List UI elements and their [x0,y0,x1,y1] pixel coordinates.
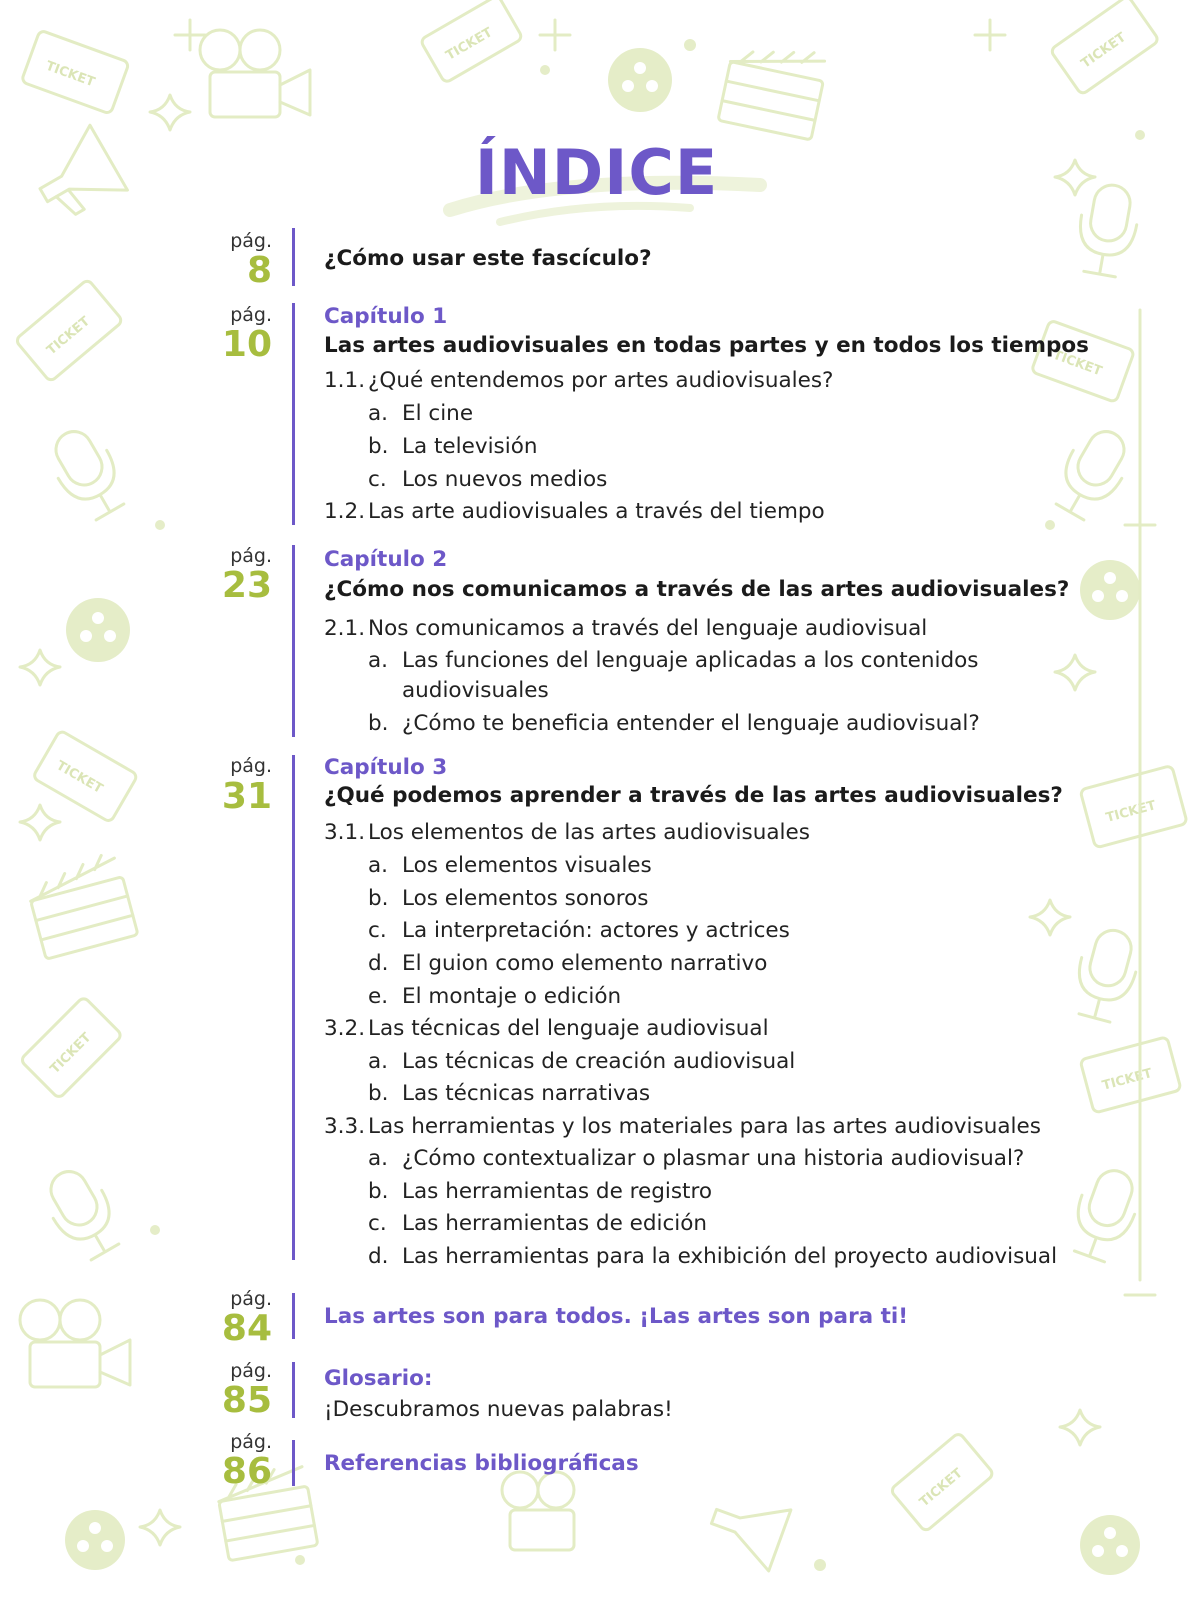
page-label: pág. [230,304,272,326]
item-text[interactable]: La interpretación: actores y actrices [402,918,790,943]
ticket-icon [1050,0,1159,95]
item-text[interactable]: ¿Cómo te beneficia entender el lenguaje audiovisual? [402,711,980,736]
section-title[interactable]: Las técnicas del lenguaje audiovisual [368,1016,769,1041]
movie-camera-icon [200,30,310,117]
svg-text:TICKET: TICKET [443,25,496,64]
entry-heading[interactable]: ¿Cómo usar este fascículo? [324,246,652,271]
section-title[interactable]: Nos comunicamos a través del lenguaje audiovisual [368,616,928,641]
ticket-icon [15,279,123,382]
item-text[interactable]: La televisión [402,434,538,459]
clapperboard-icon [24,852,138,960]
chapter-title[interactable]: ¿Cómo nos comunicamos a través de las artes audiovisuales? [324,577,1070,602]
film-reel-icon [66,598,130,662]
section-number: 3.1. [324,820,366,845]
entry-heading[interactable]: Glosario: [324,1366,433,1391]
movie-camera-icon [502,1472,574,1550]
divider-line [292,1293,295,1339]
page-label: pág. [230,1431,272,1453]
item-letter: c. [368,918,387,943]
section-number: 3.2. [324,1016,366,1041]
divider-line [292,545,295,737]
chapter-title[interactable]: ¿Qué podemos aprender a través de las artes audiovisuales? [324,783,1063,808]
page-label: pág. [230,1288,272,1310]
clapperboard-icon [718,36,829,140]
section-number: 2.1. [324,616,366,641]
microphone-icon [41,420,134,526]
film-reel-icon [65,1510,125,1570]
item-letter: a. [368,1146,389,1171]
film-reel-icon [1080,560,1140,620]
page-label: pág. [230,545,272,567]
item-letter: a. [368,648,389,673]
item-text[interactable]: Los elementos sonoros [402,886,649,911]
page-number: 31 [221,776,272,817]
ticket-icon [20,996,123,1099]
microphone-icon [36,1160,129,1266]
entry-heading[interactable]: Referencias bibliográficas [324,1451,639,1476]
page-number: 85 [221,1380,272,1421]
divider-line [292,1440,295,1486]
item-letter: b. [368,434,389,459]
chapter-title[interactable]: Las artes audiovisuales en todas partes y en todos los tiempos [324,333,1089,358]
item-text[interactable]: Las herramientas para la exhibición del proyecto audiovisual [402,1244,1058,1269]
page-number: 86 [221,1451,272,1492]
item-text-continued[interactable]: audiovisuales [402,678,549,703]
item-text[interactable]: Las técnicas narrativas [402,1081,651,1106]
section-title[interactable]: ¿Qué entendemos por artes audiovisuales? [368,368,834,393]
film-reel-icon [1080,1515,1140,1575]
item-letter: b. [368,886,389,911]
ticket-icon [1080,1037,1181,1113]
microphone-icon [1063,1162,1146,1266]
item-text[interactable]: Las técnicas de creación audiovisual [402,1049,796,1074]
item-letter: a. [368,1049,389,1074]
item-letter: b. [368,1179,389,1204]
section-number: 1.1. [324,368,366,393]
film-reel-icon [608,48,672,112]
divider-line [292,755,295,1260]
svg-text:TICKET: TICKET [1104,798,1158,826]
chapter-label[interactable]: Capítulo 3 [324,755,448,780]
ticket-icon [33,730,138,823]
item-text[interactable]: Las herramientas de registro [402,1179,713,1204]
page-number: 84 [221,1308,272,1349]
page-number: 8 [246,250,272,291]
svg-text:TICKET: TICKET [44,313,93,359]
item-text[interactable]: El montaje o edición [402,984,622,1009]
entry-subtitle[interactable]: ¡Descubramos nuevas palabras! [324,1397,673,1422]
megaphone-icon [703,1486,791,1571]
ticket-icon [890,1432,994,1532]
svg-text:TICKET: TICKET [1050,347,1104,380]
item-letter: e. [368,984,389,1009]
item-text[interactable]: Los nuevos medios [402,467,608,492]
item-letter: b. [368,1081,389,1106]
item-letter: b. [368,711,389,736]
item-letter: c. [368,467,387,492]
chapter-label[interactable]: Capítulo 2 [324,547,448,572]
svg-text:TICKET: TICKET [916,1465,966,1511]
page-label: pág. [230,230,272,252]
microphone-icon [1067,924,1144,1025]
section-number: 1.2. [324,499,366,524]
svg-text:TICKET: TICKET [43,58,97,91]
item-text[interactable]: El guion como elemento narrativo [402,951,768,976]
item-letter: d. [368,1244,389,1269]
page-label: pág. [230,755,272,777]
item-text[interactable]: Las funciones del lenguaje aplicadas a los contenidos [402,648,979,673]
divider-line [292,303,295,525]
item-text[interactable]: Los elementos visuales [402,853,652,878]
section-title[interactable]: Las arte audiovisuales a través del tiempo [368,499,825,524]
ticket-icon [1080,765,1187,848]
page-number: 10 [221,324,272,365]
item-letter: a. [368,853,389,878]
item-text[interactable]: El cine [402,401,474,426]
item-letter: a. [368,401,389,426]
item-letter: d. [368,951,389,976]
microphone-icon [1046,420,1139,526]
item-text[interactable]: ¿Cómo contextualizar o plasmar una historia audiovisual? [402,1146,1025,1171]
section-title[interactable]: Los elementos de las artes audiovisuales [368,820,810,845]
svg-text:TICKET: TICKET [1100,1066,1154,1094]
item-letter: c. [368,1211,387,1236]
divider-line [292,1362,295,1418]
ticket-icon [21,30,129,114]
section-title[interactable]: Las herramientas y los materiales para las artes audiovisuales [368,1114,1041,1139]
ticket-icon [420,0,523,83]
movie-camera-icon [20,1300,130,1387]
page-title: ÍNDICE [474,136,719,209]
divider-line [292,228,295,286]
svg-text:TICKET: TICKET [53,758,106,797]
page-number: 23 [221,565,272,606]
svg-text:TICKET: TICKET [47,1030,95,1077]
chapter-label[interactable]: Capítulo 1 [324,304,448,329]
page-label: pág. [230,1360,272,1382]
item-text[interactable]: Las herramientas de edición [402,1211,708,1236]
entry-heading[interactable]: Las artes son para todos. ¡Las artes son para ti! [324,1304,909,1329]
svg-text:TICKET: TICKET [1078,30,1129,72]
section-number: 3.3. [324,1114,366,1139]
